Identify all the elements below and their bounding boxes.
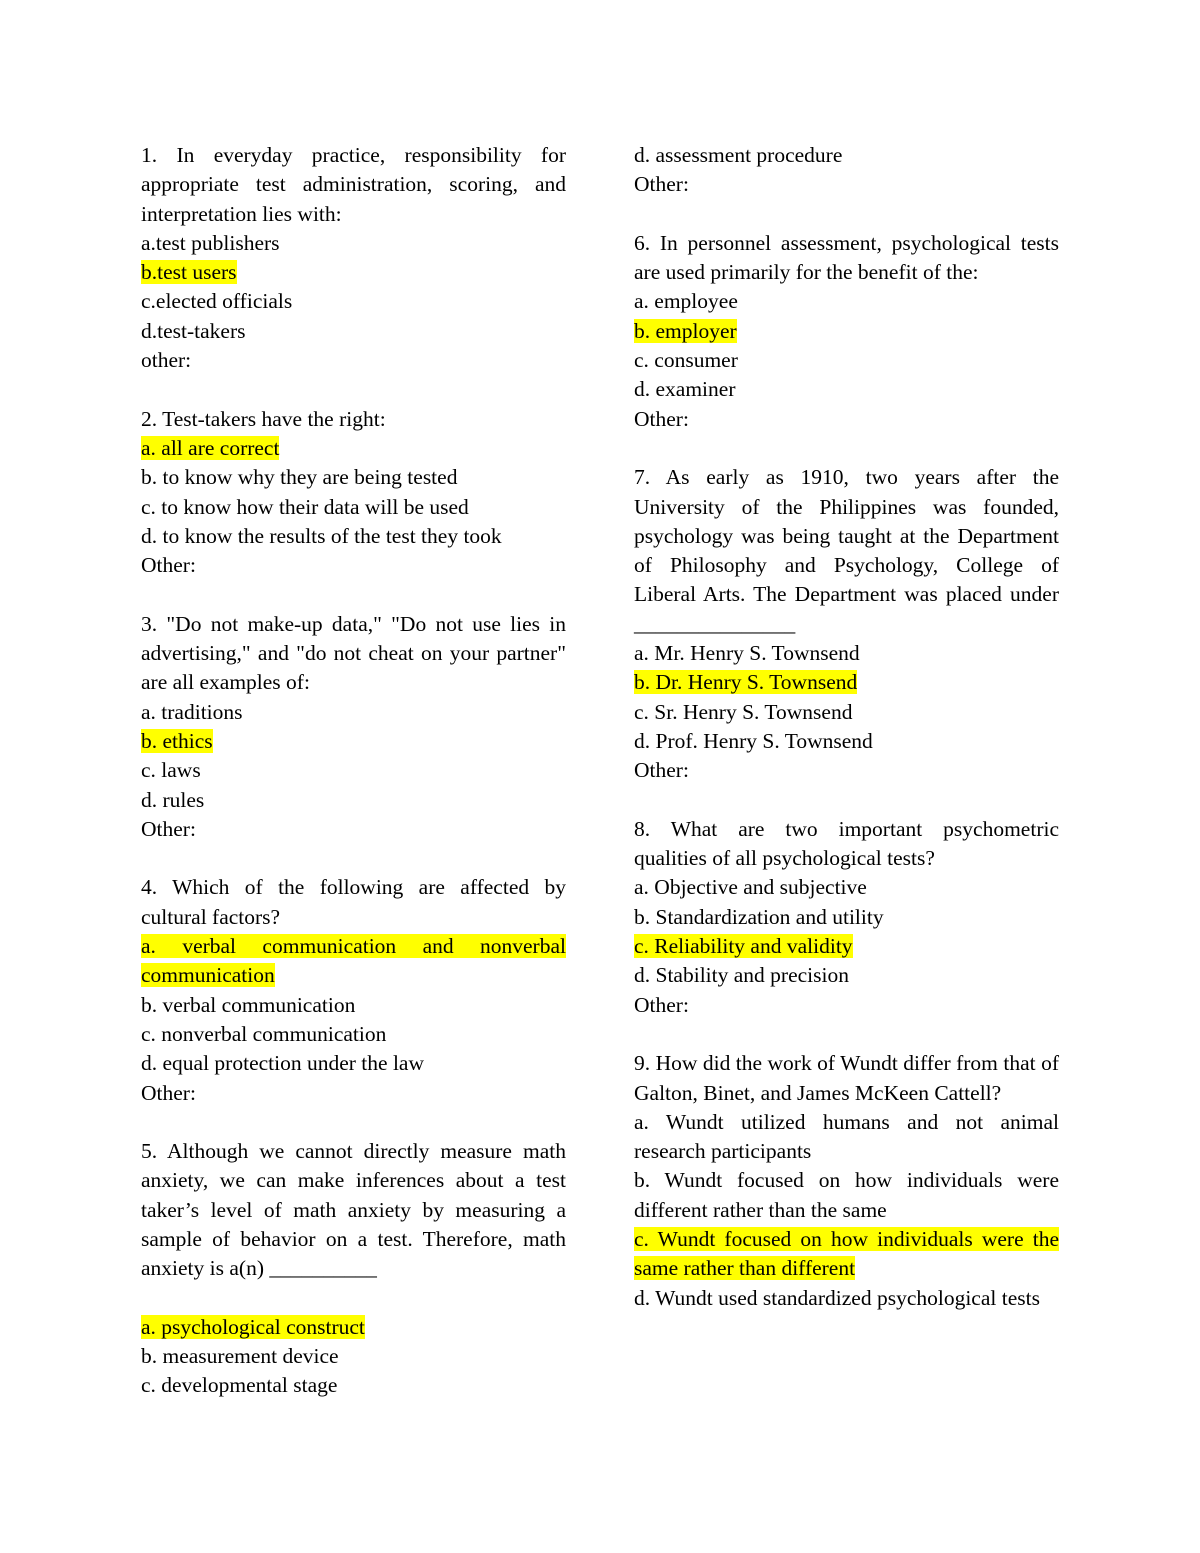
answer-option-correct bbox=[141, 258, 566, 287]
question-stem: 6. In personnel assessment, psychological tests are used primarily for the benefit of the: bbox=[634, 230, 1059, 285]
answer-option bbox=[141, 229, 566, 258]
other-field-label: Other: bbox=[634, 406, 689, 431]
answer-text: c. consumer bbox=[634, 348, 738, 373]
highlighted-answer-text: b. ethics bbox=[141, 728, 213, 753]
answer-option bbox=[634, 287, 1059, 316]
answer-option bbox=[634, 141, 1059, 170]
answer-text: d. Stability and precision bbox=[634, 963, 849, 988]
answer-option bbox=[634, 346, 1059, 375]
question-stem: 3. "Do not make-up data," "Do not use lies in advertising," and "do not cheat on your partner" are all examples of: bbox=[141, 611, 566, 695]
answer-text: d. examiner bbox=[634, 377, 736, 402]
answer-text: b. Wundt focused on how individuals were different rather than the same bbox=[634, 1168, 1059, 1222]
answer-option bbox=[141, 786, 566, 815]
answer-text: a.test publishers bbox=[141, 230, 280, 255]
answer-text: b. to know why they are being tested bbox=[141, 465, 458, 490]
answer-text: d. equal protection under the law bbox=[141, 1051, 424, 1076]
answer-text: a. Wundt utilized humans and not animal research participants bbox=[634, 1109, 1059, 1164]
other-field-label: Other: bbox=[634, 172, 689, 197]
question-block bbox=[141, 873, 566, 1107]
answer-option-correct bbox=[634, 317, 1059, 346]
answer-text: b. Standardization and utility bbox=[634, 904, 884, 929]
other-field-label: Other: bbox=[141, 1080, 196, 1105]
question-stem: 2. Test-takers have the right: bbox=[141, 406, 386, 431]
other-field-label: Other: bbox=[141, 816, 196, 841]
answer-option bbox=[141, 1342, 566, 1371]
other-field-label: Other: bbox=[634, 758, 689, 783]
answer-text: d. Wundt used standardized psychological tests bbox=[634, 1285, 1040, 1310]
question-block bbox=[634, 229, 1059, 434]
blank-line bbox=[141, 1284, 566, 1313]
answer-option bbox=[634, 375, 1059, 404]
answer-text: d. assessment procedure bbox=[634, 143, 843, 167]
question-stem: 7. As early as 1910, two years after the University of the Philippines was founded, psychology was being taught at the Department of Philosophy and Psychology, College of Liberal Arts. The Department was placed under _______________ bbox=[634, 465, 1059, 636]
highlighted-answer-text: a. verbal communication and nonverbal communication bbox=[141, 934, 566, 988]
question-stem: 4. Which of the following are affected by cultural factors? bbox=[141, 875, 566, 929]
answer-text: c. Sr. Henry S. Townsend bbox=[634, 699, 853, 724]
question-block bbox=[634, 1049, 1059, 1313]
answer-option bbox=[634, 727, 1059, 756]
answer-text: d. to know the results of the test they took bbox=[141, 523, 502, 548]
highlighted-answer-text: b. Dr. Henry S. Townsend bbox=[634, 670, 858, 695]
question-block bbox=[141, 610, 566, 844]
answer-text: b. verbal communication bbox=[141, 992, 356, 1017]
question-block bbox=[634, 815, 1059, 1020]
highlighted-answer-text: a. all are correct bbox=[141, 435, 280, 460]
answer-option-correct bbox=[141, 1313, 566, 1342]
answer-option bbox=[634, 1108, 1059, 1167]
answer-option bbox=[634, 1166, 1059, 1225]
question-stem: 9. How did the work of Wundt differ from that of Galton, Binet, and James McKeen Cattell? bbox=[634, 1051, 1059, 1105]
answer-text: a. traditions bbox=[141, 699, 243, 724]
answer-option bbox=[141, 287, 566, 316]
answer-text: c. developmental stage bbox=[141, 1373, 338, 1398]
left-column bbox=[141, 141, 566, 1401]
answer-text: d. rules bbox=[141, 787, 205, 812]
answer-option bbox=[634, 903, 1059, 932]
answer-text: c.elected officials bbox=[141, 289, 293, 314]
other-field-label: other: bbox=[141, 348, 192, 373]
answer-option bbox=[141, 493, 566, 522]
highlighted-answer-text: a. psychological construct bbox=[141, 1314, 365, 1339]
answer-option bbox=[141, 698, 566, 727]
answer-option-correct bbox=[634, 1225, 1059, 1284]
answer-text: a. Objective and subjective bbox=[634, 875, 867, 900]
answer-text: c. to know how their data will be used bbox=[141, 494, 469, 519]
highlighted-answer-text: b.test users bbox=[141, 260, 237, 285]
question-block bbox=[141, 405, 566, 581]
question-stem: 5. Although we cannot directly measure math anxiety, we can make inferences about a test taker’s level of math anxiety by measuring a sample of behavior on a test. Therefore, math anxiety is a(n) __________ bbox=[141, 1139, 566, 1281]
answer-option-correct bbox=[141, 434, 566, 463]
answer-text: a. Mr. Henry S. Townsend bbox=[634, 641, 860, 666]
answer-option-correct bbox=[141, 932, 566, 991]
answer-option bbox=[141, 463, 566, 492]
answer-option bbox=[141, 317, 566, 346]
answer-option bbox=[634, 1284, 1059, 1313]
answer-option bbox=[141, 1020, 566, 1049]
answer-option-correct bbox=[141, 727, 566, 756]
other-field-label: Other: bbox=[141, 553, 196, 578]
question-block bbox=[634, 141, 1059, 200]
question-block bbox=[141, 141, 566, 375]
question-stem: 8. What are two important psychometric qualities of all psychological tests? bbox=[634, 816, 1059, 871]
highlighted-answer-text: b. employer bbox=[634, 318, 737, 343]
right-column bbox=[634, 141, 1059, 1313]
answer-text: a. employee bbox=[634, 289, 738, 314]
answer-option bbox=[634, 698, 1059, 727]
answer-option-correct bbox=[634, 668, 1059, 697]
answer-option bbox=[141, 991, 566, 1020]
answer-option bbox=[141, 522, 566, 551]
other-field-label: Other: bbox=[634, 992, 689, 1017]
highlighted-answer-text: c. Reliability and validity bbox=[634, 934, 853, 959]
answer-option bbox=[141, 1371, 566, 1400]
answer-text: d. Prof. Henry S. Townsend bbox=[634, 728, 873, 753]
answer-option bbox=[141, 756, 566, 785]
question-stem: 1. In everyday practice, responsibility for appropriate test administration, scoring, and interpretation lies with: bbox=[141, 143, 566, 226]
answer-option bbox=[634, 961, 1059, 990]
answer-option bbox=[141, 1049, 566, 1078]
question-block bbox=[634, 463, 1059, 785]
answer-text: b. measurement device bbox=[141, 1344, 339, 1369]
answer-text: c. nonverbal communication bbox=[141, 1021, 387, 1046]
answer-option bbox=[634, 639, 1059, 668]
answer-text: d.test-takers bbox=[141, 318, 246, 343]
answer-option-correct bbox=[634, 932, 1059, 961]
highlighted-answer-text: c. Wundt focused on how individuals were the same rather than different bbox=[634, 1226, 1059, 1281]
question-block bbox=[141, 1137, 566, 1401]
answer-text: c. laws bbox=[141, 758, 201, 783]
answer-option bbox=[634, 873, 1059, 902]
